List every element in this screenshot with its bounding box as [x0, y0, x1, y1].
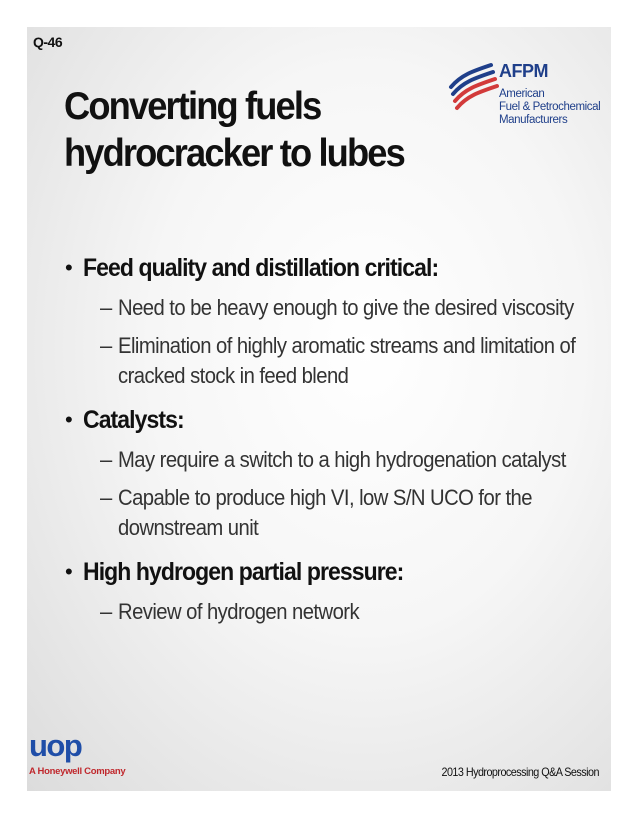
slide [27, 27, 611, 791]
bullet-marker: • [65, 407, 73, 432]
afpm-name-line-1: American [499, 88, 545, 100]
bullet-marker: • [65, 559, 73, 584]
question-number: Q-46 [33, 34, 63, 50]
sub-text: Elimination of highly aromatic streams and limitation of cracked stock in feed blend [118, 333, 576, 388]
sub-list [83, 293, 603, 391]
title-line-1: Converting fuels [64, 85, 321, 128]
bullet-list [63, 251, 603, 639]
footer-text: 2013 Hydroprocessing Q&A Session [441, 765, 599, 779]
afpm-logo [447, 57, 607, 167]
bullet-text: Catalysts: [83, 406, 184, 434]
uop-wordmark: uop [29, 728, 82, 763]
bullet-item [63, 403, 603, 543]
sub-list [83, 445, 603, 543]
afpm-name-line-2: Fuel & Petrochemical [499, 101, 601, 113]
sub-text: Review of hydrogen network [118, 599, 360, 624]
bullet-text: High hydrogen partial pressure: [83, 558, 404, 586]
sub-list [83, 597, 603, 627]
dash-marker: – [100, 447, 113, 472]
slide-title [64, 83, 417, 177]
dash-marker: – [100, 333, 113, 358]
afpm-full-name [499, 88, 600, 127]
sub-item [100, 293, 603, 323]
bullet-item [63, 251, 603, 391]
uop-logo [29, 729, 139, 787]
title-line-2: hydrocracker to lubes [64, 132, 404, 175]
sub-item [100, 331, 603, 391]
bullet-item [63, 555, 603, 627]
sub-item [100, 597, 603, 627]
uop-tagline: A Honeywell Company [29, 766, 126, 777]
bullet-marker: • [65, 255, 73, 280]
afpm-name-line-3: Manufacturers [499, 114, 568, 126]
dash-marker: – [100, 599, 113, 624]
dash-marker: – [100, 295, 113, 320]
sub-text: Need to be heavy enough to give the desired viscosity [118, 295, 574, 320]
bullet-text: Feed quality and distillation critical: [83, 254, 439, 282]
sub-item [100, 445, 603, 475]
sub-text: Capable to produce high VI, low S/N UCO for the downstream unit [118, 485, 532, 540]
sub-item [100, 483, 603, 543]
dash-marker: – [100, 485, 113, 510]
sub-text: May require a switch to a high hydrogenation catalyst [118, 447, 566, 472]
afpm-abbreviation: AFPM [499, 61, 548, 81]
afpm-flag-icon [447, 57, 499, 113]
